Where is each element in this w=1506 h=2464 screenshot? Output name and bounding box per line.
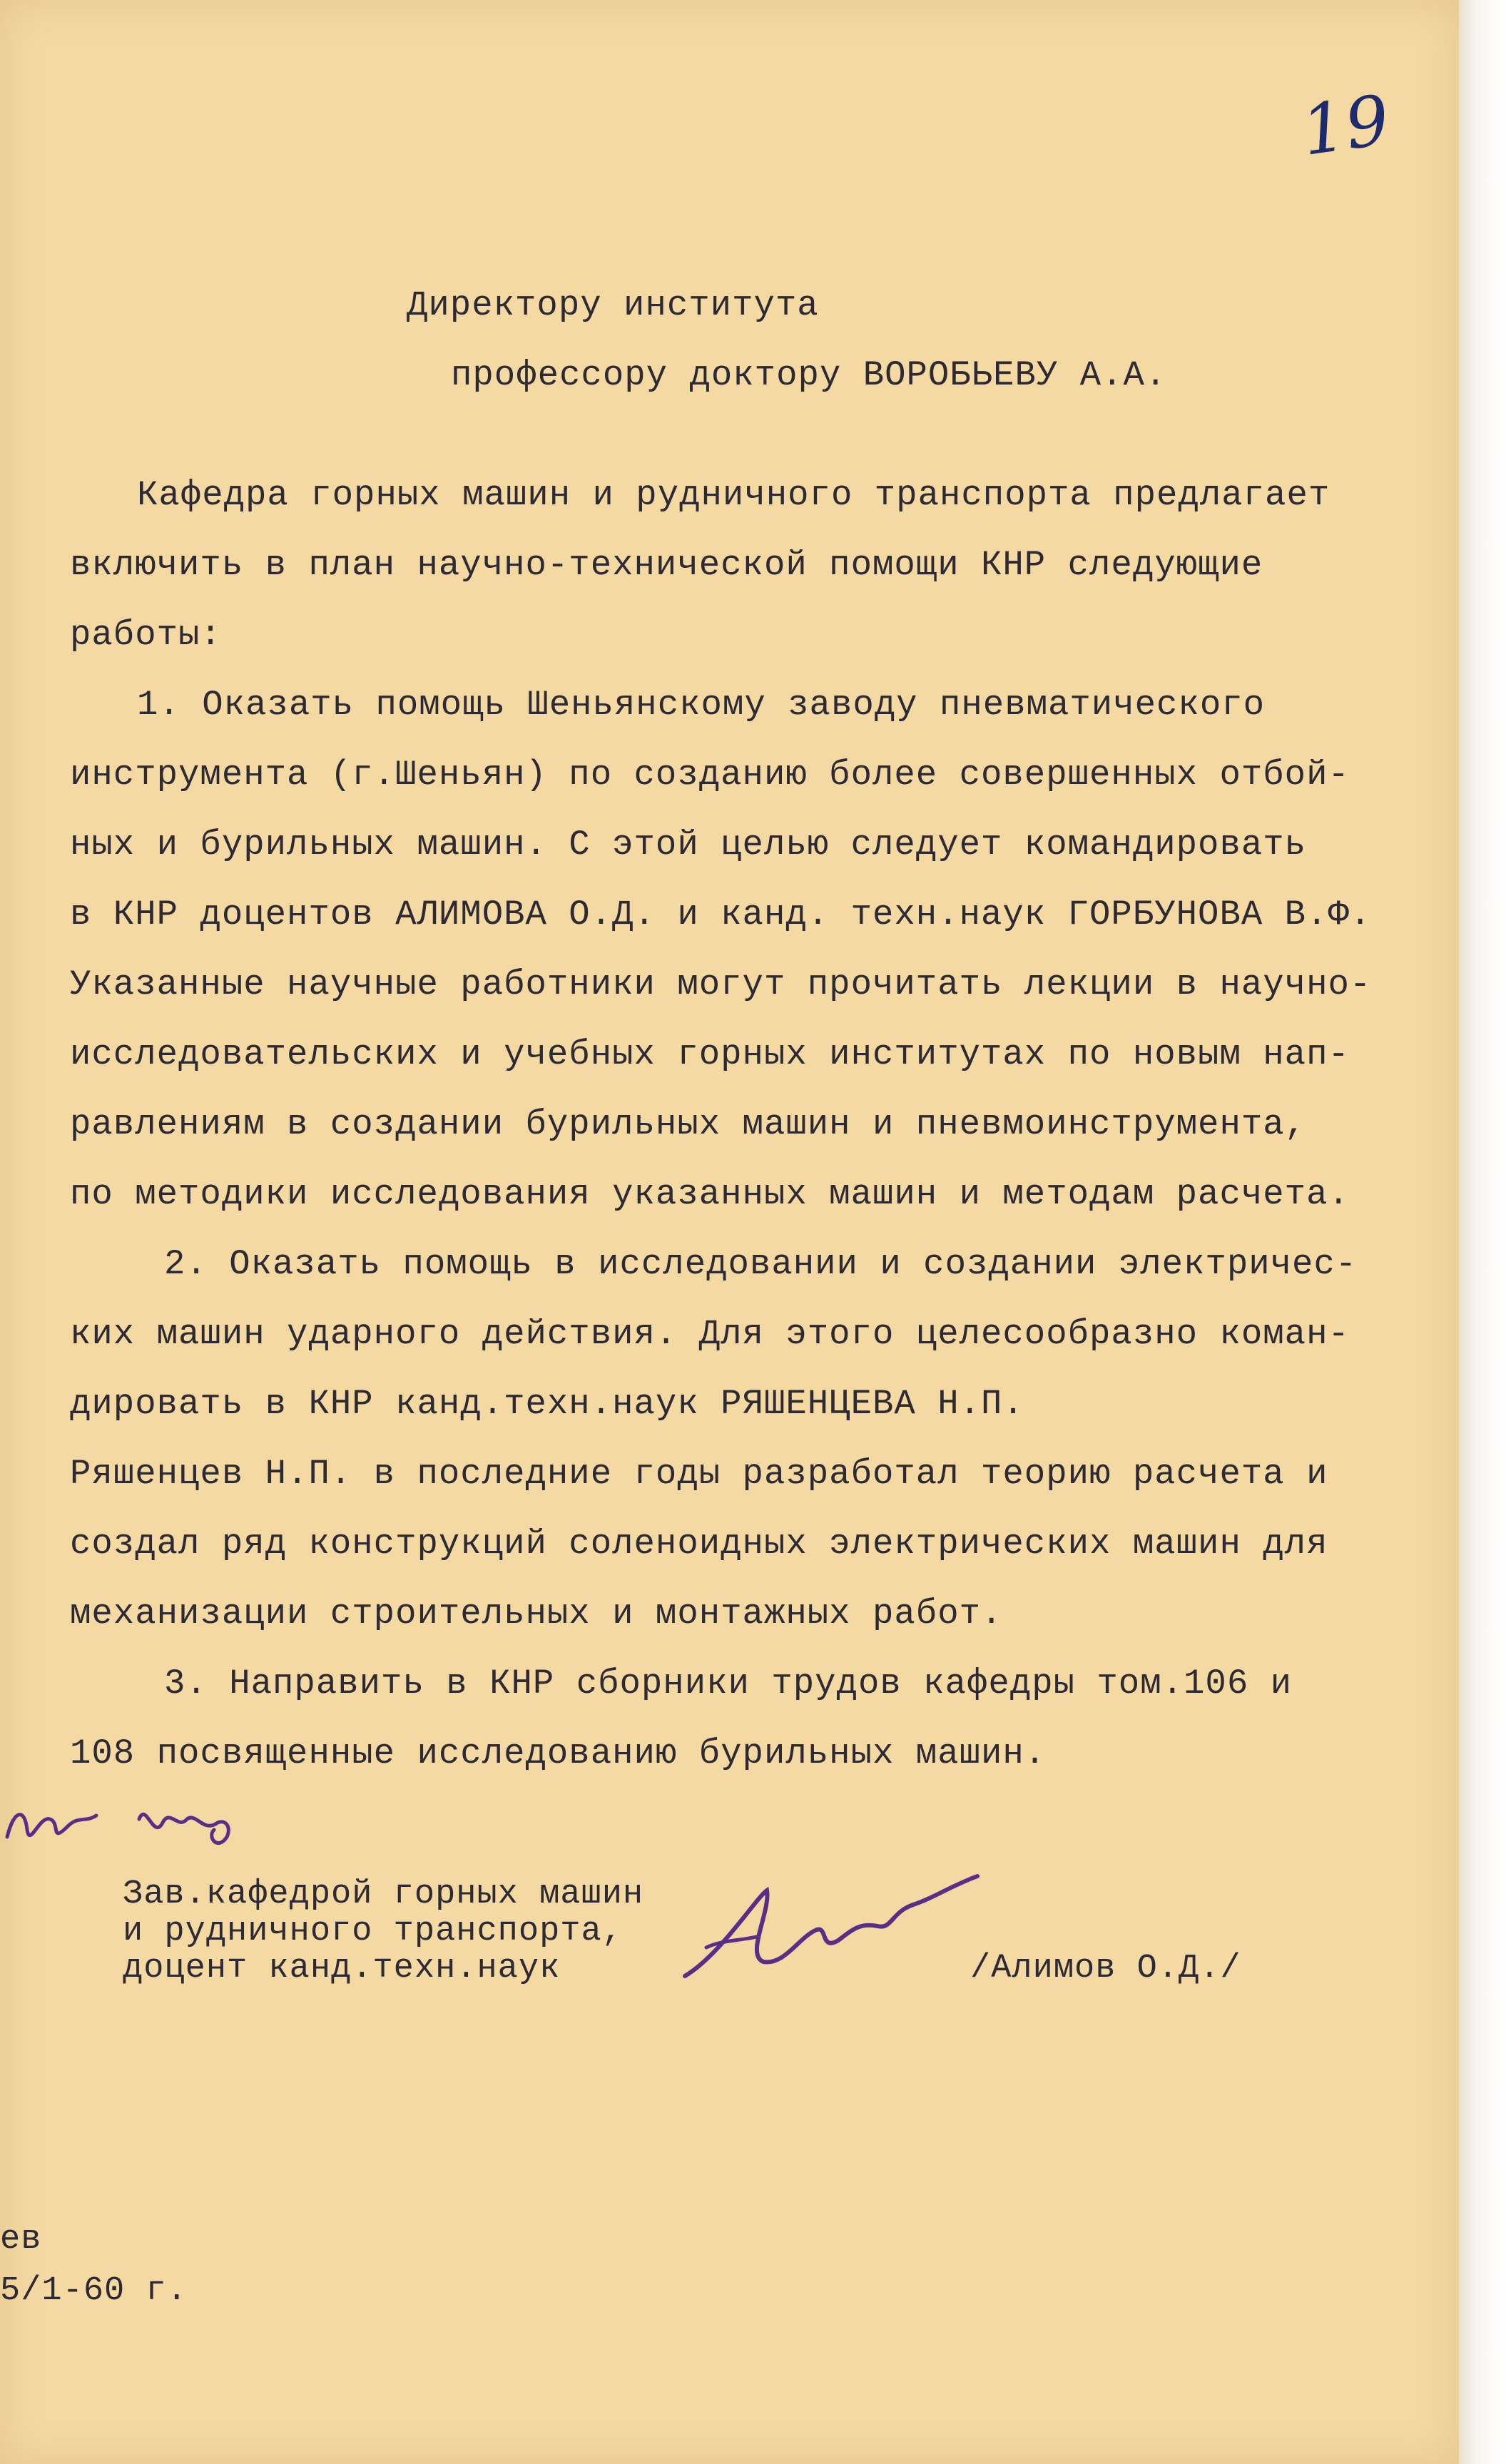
page-number: 19 — [1296, 80, 1395, 171]
handwritten-signature — [678, 1869, 1020, 1990]
body-line: инструмента (г.Шеньян) по созданию более совершенных отбой- — [70, 755, 1350, 795]
body-line: дировать в КНР канд.техн.наук РЯШЕНЦЕВА Н.П. — [70, 1384, 1024, 1424]
body-line: по методики исследования указанных машин и методам расчета. — [70, 1174, 1350, 1214]
footer-date: 5/1-60 г. — [0, 2272, 188, 2310]
handwritten-annotation — [0, 1787, 235, 1873]
body-line: 3. Направить в КНР сборники трудов кафедры том.106 и — [164, 1664, 1293, 1704]
body-line: Кафедра горных машин и рудничного транспорта предлагает — [137, 475, 1331, 515]
body-line: ных и бурильных машин. С этой целью следует командировать — [70, 825, 1307, 865]
addressee-line-1: Директору института — [407, 285, 819, 325]
body-line: включить в план научно-технической помощи КНР следующие — [70, 545, 1263, 585]
body-line: создал ряд конструкций соленоидных электрических машин для — [70, 1524, 1328, 1564]
signature-title-line-2: и рудничного транспорта, — [123, 1913, 623, 1950]
body-line: 1. Оказать помощь Шеньянскому заводу пневматического — [137, 685, 1266, 725]
body-line: исследовательских и учебных горных институтах по новым нап- — [70, 1034, 1350, 1074]
body-line: 108 посвященные исследованию бурильных машин. — [70, 1734, 1047, 1773]
signature-title-line-3: доцент канд.техн.наук — [123, 1950, 561, 1987]
body-line: в КНР доцентов АЛИМОВА О.Д. и канд. техн.наук ГОРБУНОВА В.Ф. — [70, 895, 1372, 935]
footer-initials: ев — [0, 2221, 42, 2259]
signature-title-line-1: Зав.кафедрой горных машин — [123, 1875, 644, 1913]
body-line: работы: — [70, 615, 222, 655]
body-line: Указанные научные работники могут прочитать лекции в научно- — [70, 964, 1372, 1004]
body-line: равлениям в создании бурильных машин и пневмоинструмента, — [70, 1104, 1307, 1144]
signatory-name: /Алимов О.Д./ — [970, 1950, 1241, 1987]
addressee-line-2: профессору доктору ВОРОБЬЕВУ А.А. — [451, 355, 1167, 395]
body-line: ких машин ударного действия. Для этого целесообразно коман- — [70, 1314, 1350, 1354]
body-line: механизации строительных и монтажных работ. — [70, 1594, 1003, 1634]
body-line: 2. Оказать помощь в исследовании и создании электричес- — [164, 1244, 1358, 1284]
body-line: Ряшенцев Н.П. в последние годы разработал теорию расчета и — [70, 1454, 1328, 1494]
page-edge — [1459, 0, 1506, 2464]
